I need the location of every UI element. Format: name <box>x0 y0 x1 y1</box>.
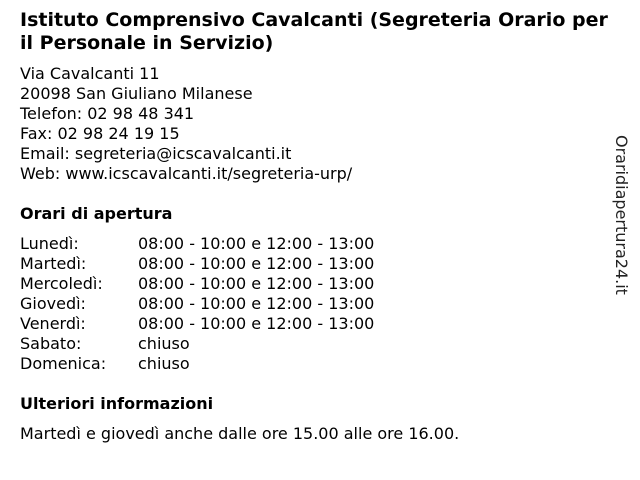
day-label: Mercoledì: <box>20 274 103 293</box>
hours-value: 08:00 - 10:00 e 12:00 - 13:00 <box>138 314 375 333</box>
website-address: Web: www.icscavalcanti.it/segreteria-urp/ <box>20 164 353 183</box>
page-title: Istituto Comprensivo Cavalcanti (Segreteria Orario per il Personale in Servizio) <box>20 9 608 54</box>
additional-info-text: Martedì e giovedì anche dalle ore 15.00 alle ore 16.00. <box>20 424 460 443</box>
street-address: Via Cavalcanti 11 <box>20 64 160 83</box>
hours-value: 08:00 - 10:00 e 12:00 - 13:00 <box>138 294 375 313</box>
day-label: Sabato: <box>20 334 82 353</box>
day-label: Martedì: <box>20 254 87 273</box>
opening-hours-heading: Orari di apertura <box>20 204 173 223</box>
hours-value: chiuso <box>138 334 190 353</box>
day-label: Giovedì: <box>20 294 86 313</box>
hours-value: chiuso <box>138 354 190 373</box>
day-label: Venerdì: <box>20 314 86 333</box>
address-block <box>20 64 352 184</box>
city-address: 20098 San Giuliano Milanese <box>20 84 253 103</box>
hours-value: 08:00 - 10:00 e 12:00 - 13:00 <box>138 234 375 253</box>
phone-number: Telefon: 02 98 48 341 <box>20 104 195 123</box>
email-address: Email: segreteria@icscavalcanti.it <box>20 144 292 163</box>
additional-info-heading: Ulteriori informazioni <box>20 394 214 413</box>
fax-number: Fax: 02 98 24 19 15 <box>20 124 180 143</box>
day-label: Domenica: <box>20 354 107 373</box>
site-watermark: Oraridiapertura24.it <box>612 135 631 295</box>
hours-value: 08:00 - 10:00 e 12:00 - 13:00 <box>138 274 375 293</box>
hours-value: 08:00 - 10:00 e 12:00 - 13:00 <box>138 254 375 273</box>
day-label: Lunedì: <box>20 234 79 253</box>
